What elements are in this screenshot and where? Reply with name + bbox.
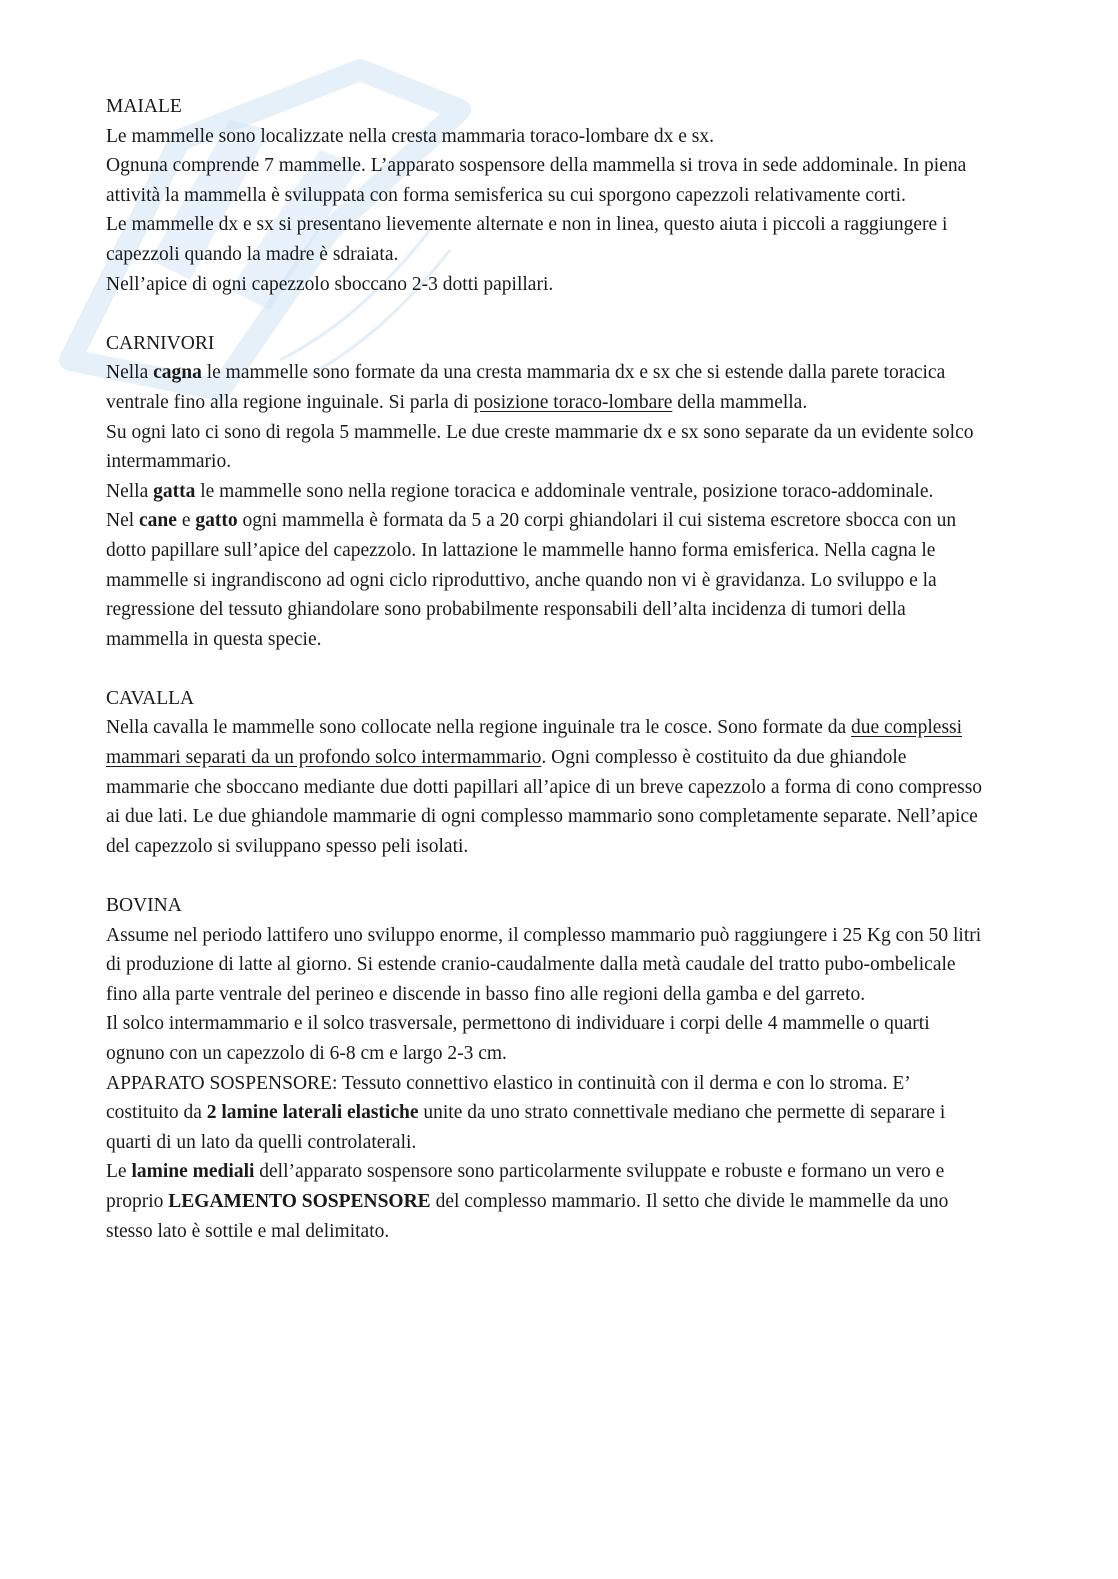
bold-term: gatto <box>195 510 238 532</box>
text-run: e <box>176 510 196 532</box>
text-run: del complesso mammario. Il setto che divide le mammelle da uno stesso lato è sottile e mal delimitato. <box>106 1190 949 1242</box>
paragraph <box>106 713 986 861</box>
underlined-text: posizione toraco-lombare <box>473 391 673 413</box>
bold-term: LEGAMENTO SOSPENSORE <box>168 1190 431 1212</box>
text-run: Nel <box>106 510 140 532</box>
underlined-text: due complessi mammari separati da un profondo solco intermammario <box>106 717 963 769</box>
text-run: unite da uno strato connettivale mediano che permette di separare i quarti di un lato da quelli controlaterali. <box>106 1102 946 1153</box>
paragraph <box>106 921 986 1010</box>
section-title: CAVALLA <box>106 687 195 709</box>
paragraph <box>106 1069 986 1158</box>
text-run: dell’apparato sospensore sono particolarmente sviluppate e robuste e formano un vero e proprio <box>106 1161 945 1212</box>
paragraph <box>106 1009 986 1068</box>
text-run: Su ogni lato ci sono di regola 5 mammelle. Le due creste mammarie dx e sx sono separate da un evidente solco intermammario. <box>106 421 974 473</box>
text-run: Assume nel periodo lattifero uno sviluppo enorme, il complesso mammario può raggiungere i 25 Kg con 50 litri di produzione di latte al giorno. Si estende cranio-caudalmente dalla metà caudale del tratto pubo-ombelicale fino alla parte ventrale del perineo e discende in basso fino alle regioni della gamba e del garreto. <box>106 924 982 1005</box>
text-run: Le mammelle dx e sx si presentano lievemente alternate e non in linea, questo aiuta i piccoli a raggiungere i capezzoli quando la madre è sdraiata. <box>106 214 948 265</box>
paragraph <box>106 358 986 417</box>
text-run: . Ogni complesso è costituito da due ghiandole mammarie che sboccano mediante due dotti papillari all’apice di un breve capezzolo a forma di cono compresso ai due lati. Le due ghiandole mammarie di ogni complesso mammario sono completamente separate. Nell’apice del capezzolo si sviluppano spesso peli isolati. <box>106 747 983 857</box>
bold-term: gatta <box>153 480 196 502</box>
text-run: Nell’apice di ogni capezzolo sboccano 2-3 dotti papillari. <box>106 273 554 295</box>
text-run: Nella <box>106 480 154 502</box>
paragraph <box>106 418 986 477</box>
text-run: APPARATO SOSPENSORE: Tessuto connettivo elastico in continuità con il derma e con lo stroma. E’ costituito da <box>106 1072 910 1124</box>
paragraph <box>106 506 986 654</box>
text-run: Il solco intermammario e il solco trasversale, permettono di individuare i corpi delle 4 mammelle o quarti ognuno con un capezzolo di 6-8 cm e largo 2-3 cm. <box>106 1013 930 1064</box>
paragraph <box>106 122 986 152</box>
bold-term: cane <box>139 510 177 532</box>
bold-term: lamine mediali <box>131 1161 255 1183</box>
text-run: della mammella. <box>672 391 808 413</box>
paragraph <box>106 210 986 269</box>
text-run: Le <box>106 1161 132 1183</box>
bold-term: 2 lamine laterali elastiche <box>206 1102 419 1124</box>
document-body <box>106 92 986 1276</box>
paragraph <box>106 270 986 300</box>
section-cavalla <box>106 684 986 862</box>
text-run: Nella <box>106 362 154 384</box>
section-title: BOVINA <box>106 895 182 917</box>
text-run: le mammelle sono nella regione toracica e addominale ventrale, posizione toraco-addominale. <box>195 480 934 502</box>
text-run: Ognuna comprende 7 mammelle. L’apparato sospensore della mammella si trova in sede addominale. In piena attività la mammella è sviluppata con forma semisferica su cui sporgono capezzoli relativamente corti. <box>106 155 967 206</box>
text-run: ogni mammella è formata da 5 a 20 corpi ghiandolari il cui sistema escretore sbocca con un dotto papillare sull’apice del capezzolo. In lattazione le mammelle hanno forma emisferica. Nella cagna le mammelle si ingrandiscono ad ogni ciclo riproduttivo, anche quando non vi è gravidanza. Lo sviluppo e la regressione del tessuto ghiandolare sono probabilmente responsabili dell’alta incidenza di tumori della mammella in questa specie. <box>106 510 957 650</box>
paragraph <box>106 477 986 507</box>
text-run: Nella cavalla le mammelle sono collocate nella regione inguinale tra le cosce. Sono formate da <box>106 717 852 739</box>
section-title: CARNIVORI <box>106 332 215 354</box>
section-maiale <box>106 92 986 299</box>
text-run: le mammelle sono formate da una cresta mammaria dx e sx che si estende dalla parete toracica ventrale fino alla regione inguinale. Si parla di <box>106 362 946 413</box>
paragraph <box>106 1157 986 1246</box>
section-carnivori <box>106 329 986 655</box>
section-title: MAIALE <box>106 96 182 117</box>
bold-term: cagna <box>153 362 202 384</box>
text-run: Le mammelle sono localizzate nella cresta mammaria toraco-lombare dx e sx. <box>106 125 715 147</box>
section-bovina <box>106 891 986 1246</box>
paragraph <box>106 151 986 210</box>
